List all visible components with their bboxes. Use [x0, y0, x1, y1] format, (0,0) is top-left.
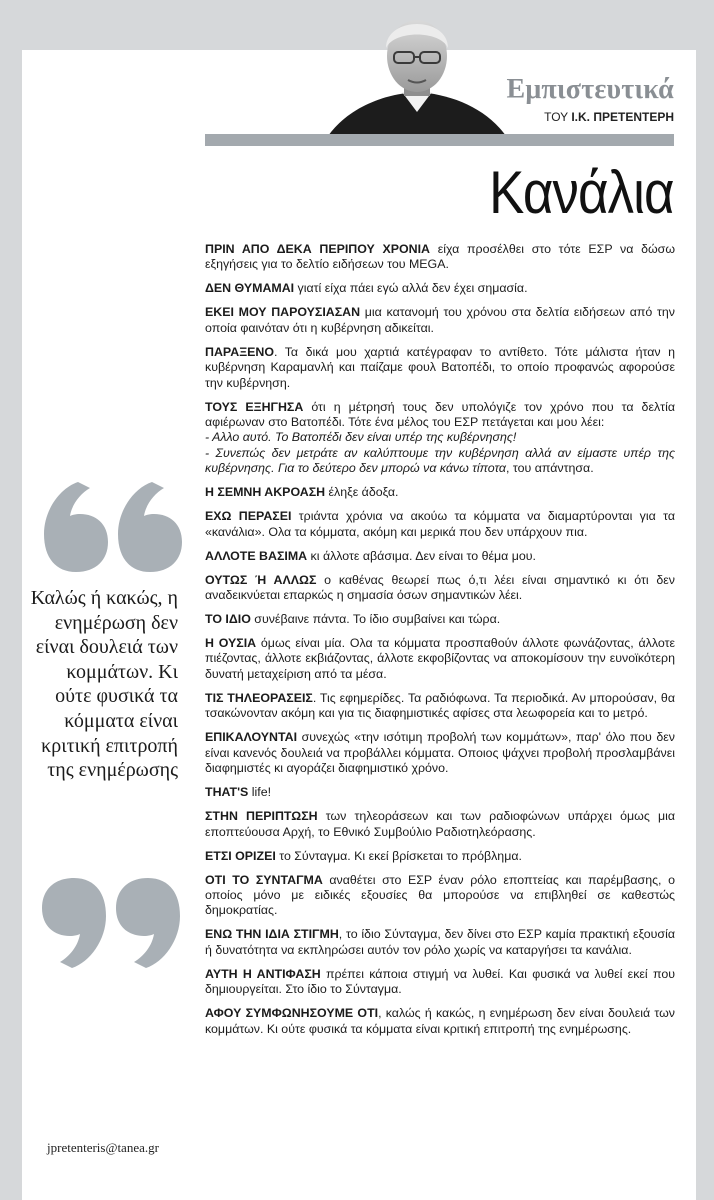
article-paragraph [205, 573, 675, 604]
paragraph-text: είχα προσέλθει στο τότε ΕΣΡ να δώσω εξηγήσεις για το δελτίο ειδήσεων του MEGA. [205, 242, 676, 272]
paragraph-lead: ΔΕΝ ΘΥΜΑΜΑΙ [205, 281, 295, 296]
article-paragraph [205, 400, 675, 477]
paragraph-text: . Τις εφημερίδες. Τα ραδιόφωνα. Τα περιοδικά. Αν μπορούσαν, θα τσακώνονταν ακόμη και για τις διαφημιστικές αφίσες στα λεωφορεία και το μετρό. [205, 690, 675, 721]
dialogue-line: - Αλλο αυτό. Το Βατοπέδι δεν είναι υπέρ της κυβέρνησης! [205, 430, 517, 445]
article-paragraph [205, 549, 675, 564]
header-rule [205, 134, 674, 146]
open-quote-icon [42, 478, 184, 574]
article-paragraph [205, 730, 675, 776]
paragraph-lead: ΑΦΟΥ ΣΥΜΦΩΝΗΣΟΥΜΕ ΟΤΙ [205, 1006, 379, 1021]
paragraph-lead: ΠΡΙΝ ΑΠΟ ΔΕΚΑ ΠΕΡΙΠΟΥ ΧΡΟΝΙΑ [205, 242, 430, 256]
paragraph-text: , του απάντησα. [505, 461, 594, 476]
article-paragraph [205, 849, 675, 864]
paragraph-lead: THAT'S [205, 785, 249, 800]
byline [544, 110, 674, 124]
article-paragraph [205, 785, 675, 800]
article-title: Κανάλια [489, 159, 674, 226]
article-paragraph [205, 927, 675, 958]
article-paragraph [205, 485, 675, 500]
paragraph-lead: Η ΟΥΣΙΑ [205, 636, 257, 651]
paragraph-text: γιατί είχα πάει εγώ αλλά δεν έχει σημασία. [294, 281, 528, 296]
paragraph-text: το Σύνταγμα. Κι εκεί βρίσκεται το πρόβλημα. [275, 848, 522, 863]
paragraph-lead: ΤΟΥΣ ΕΞΗΓΗΣΑ [205, 399, 304, 414]
paragraph-lead: ΣΤΗΝ ΠΕΡΙΠΤΩΣΗ [205, 809, 318, 824]
paragraph-lead: ΤΙΣ ΤΗΛΕΟΡΑΣΕΙΣ [205, 690, 313, 705]
article-paragraph [205, 873, 675, 919]
close-quote-icon [42, 876, 184, 972]
paragraph-lead: ΕΤΣΙ ΟΡΙΖΕΙ [205, 848, 276, 863]
paragraph-text: των τηλεοράσεων και των ραδιοφώνων υπάρχει όμως μια εποπτεύουσα Αρχή, το Εθνικό Συμβούλιο Ραδιοτηλεόρασης. [205, 809, 675, 839]
paragraph-text: ότι η μέτρησή τους δεν υπολόγιζε τον χρόνο που τα δελτία αφιέρωναν στο Βατοπέδι. Τότε ένα μέλος του ΕΣΡ πετάγεται και μου λέει: [205, 399, 675, 430]
article-paragraph [205, 1006, 675, 1037]
paragraph-lead: ΕΚΕΙ ΜΟΥ ΠΑΡΟΥΣΙΑΣΑΝ [205, 305, 361, 320]
byline-author: Ι.Κ. ΠΡΕΤΕΝΤΕΡΗ [571, 110, 674, 124]
paragraph-lead: ΕΝΩ ΤΗΝ ΙΔΙΑ ΣΤΙΓΜΗ [205, 927, 339, 942]
paragraph-text: πρέπει κάποια στιγμή να λυθεί. Και φυσικά να λυθεί εκεί που δημιουργείται. Στο ίδιο το Σύνταγμα. [205, 966, 675, 997]
article-paragraph [205, 809, 675, 840]
column-header [0, 0, 714, 150]
dialogue-line: - Συνεπώς δεν μετράτε αν καλύπτουμε την κυβέρνηση αλλά αν είμαστε υπέρ της κυβέρνησης. Για το δεύτερο δεν μπορώ να κάνω τίποτα [205, 445, 675, 476]
paragraph-lead: ΟΥΤΩΣ Ή ΑΛΛΩΣ [205, 572, 317, 587]
article-paragraph [205, 967, 675, 998]
paragraph-text: όμως είναι μία. Ολα τα κόμματα προσπαθούν άλλοτε φωνάζοντας, άλλοτε πιέζοντας, άλλοτε εκβιάζοντας, άλλοτε εκφοβίζοντας να αποκομίσουν την ευνοϊκότερη δυνατή μεταχείριση από τα μέσα. [205, 636, 675, 681]
paragraph-lead: Η ΣΕΜΝΗ ΑΚΡΟΑΣΗ [205, 485, 326, 500]
paragraph-text: τριάντα χρόνια να ακούω τα κόμματα να διαμαρτύρονται για τα «κανάλια». Ολα τα κόμματα, ακόμη και μερικά που δεν υπάρχουν πια. [205, 509, 675, 539]
article-body [205, 242, 675, 1046]
article-paragraph [205, 345, 675, 391]
paragraph-lead: ΑΛΛΟΤΕ ΒΑΣΙΜΑ [205, 548, 308, 563]
pull-quote: Καλώς ή κακώς, η ενημέρωση δεν είναι δουλειά των κομμάτων. Κι ούτε φυσικά τα κόμματα είναι κριτική επιτροπή της ενημέρωσης [30, 587, 178, 782]
author-portrait [328, 8, 506, 136]
paragraph-text: συνέβαινε πάντα. Το ίδιο συμβαίνει και τώρα. [250, 612, 501, 627]
byline-prefix: ΤΟΥ [544, 110, 568, 124]
paragraph-text: έληξε άδοξα. [325, 485, 399, 500]
paragraph-lead: ΠΑΡΑΞΕΝΟ [205, 344, 275, 359]
paragraph-text: αναθέτει στο ΕΣΡ έναν ρόλο εποπτείας και παρέμβασης, ο οποίος μόνο με ειδικές εξουσίες θα μπορούσε να επιβληθεί σε καθεστώς δημοκρατίας. [205, 872, 675, 918]
paragraph-text: , το ίδιο Σύνταγμα, δεν δίνει στο ΕΣΡ καμία πρακτική εξουσία ή δυνατότητα να εκπληρώσει αυτόν τον ρόλο χωρίς να καταργήσει τα κανάλια. [205, 927, 676, 957]
paragraph-lead: ΕΧΩ ΠΕΡΑΣΕΙ [205, 509, 292, 524]
article-paragraph [205, 636, 675, 682]
article-paragraph [205, 281, 675, 296]
paragraph-lead: ΟΤΙ ΤΟ ΣΥΝΤΑΓΜΑ [205, 872, 323, 887]
column-rubric: Εμπιστευτικά [506, 74, 674, 105]
article-paragraph [205, 305, 675, 336]
article-paragraph [205, 691, 675, 722]
paragraph-text: . Τα δικά μου χαρτιά κατέγραφαν το αντίθετο. Τότε μάλιστα ήταν η κυβέρνηση Καραμανλή και παίζαμε φουλ Βατοπέδι, το οποίο προφανώς αφορούσε την κυβέρνηση. [205, 344, 675, 390]
article-paragraph [205, 509, 675, 540]
paragraph-text: life! [248, 785, 272, 800]
paragraph-lead: ΕΠΙΚΑΛΟΥΝΤΑΙ [205, 730, 298, 745]
article-paragraph [205, 242, 675, 273]
paragraph-text: κι άλλοτε αβάσιμα. Δεν είναι το θέμα μου. [307, 548, 536, 563]
paragraph-lead: ΑΥΤΗ Η ΑΝΤΙΦΑΣΗ [205, 966, 321, 981]
paragraph-text: ο καθένας θεωρεί πως ό,τι λέει είναι σημαντικό κι ότι δεν αναδεικνύεται επαρκώς η σημασία όσων σημαντικών λέει. [205, 572, 675, 603]
paragraph-lead: ΤΟ ΙΔΙΟ [205, 612, 251, 627]
article-paragraph [205, 612, 675, 627]
paragraph-text: , καλώς ή κακώς, η ενημέρωση δεν είναι δουλειά των κομμάτων. Κι ούτε φυσικά τα κόμματα είναι κριτική επιτροπή της ενημέρωσης. [205, 1006, 675, 1036]
author-email: jpretenteris@tanea.gr [47, 1140, 159, 1155]
paragraph-text: μια κατανομή του χρόνου στα δελτία ειδήσεων από την οποία φαινόταν ότι η κυβέρνηση αδικείται. [205, 305, 675, 335]
paragraph-text: συνεχώς «την ισότιμη προβολή των κομμάτων», παρ' όλο που δεν είναι κανενός δουλειά να προβάλλει κόμματα. Οποιος ψάχνει προβολή προσλαμβάνει διαφημιστές κι αγοράζει διαφημιστικό χρόνο. [205, 730, 675, 776]
